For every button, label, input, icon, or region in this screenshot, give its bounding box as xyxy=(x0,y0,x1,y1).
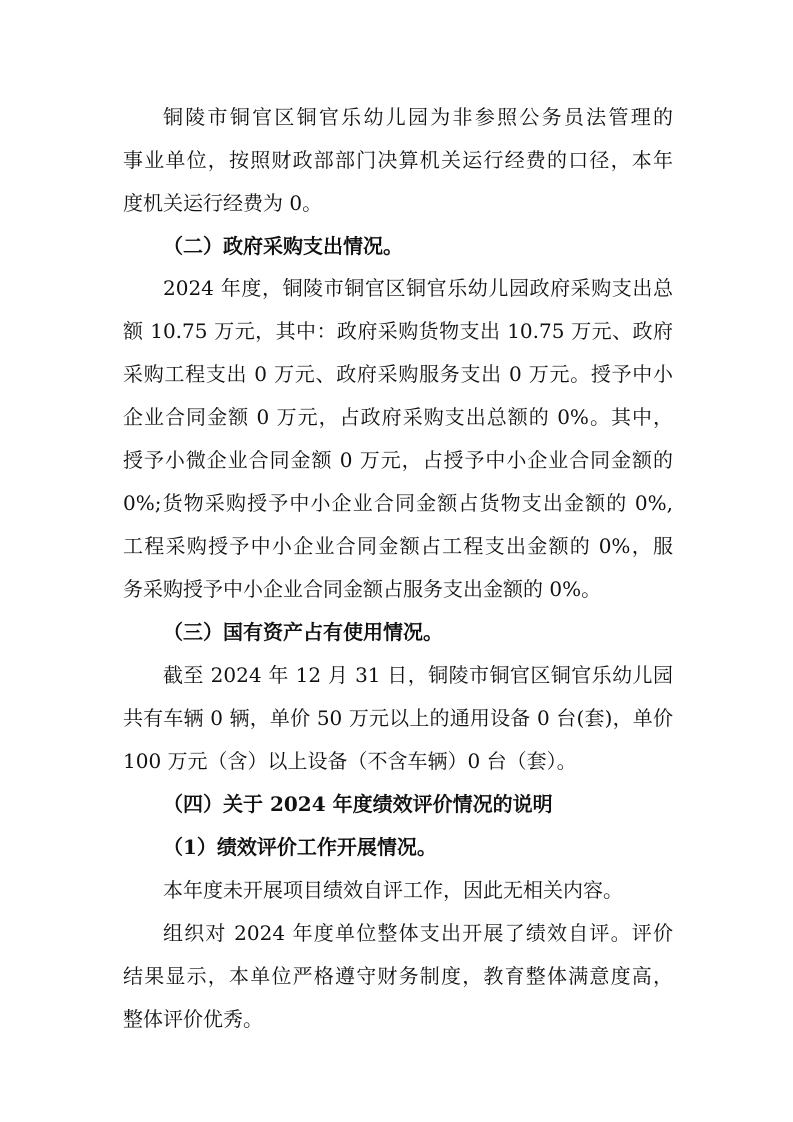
paragraph-line: 整体评价优秀。 xyxy=(123,1007,263,1031)
section-heading: （二）政府采购支出情况。 xyxy=(163,234,403,258)
paragraph-line: 共有车辆 0 辆，单价 50 万元以上的通用设备 0 台(套)，单价 xyxy=(123,706,673,730)
paragraph-line: 采购工程支出 0 万元、政府采购服务支出 0 万元。授予中小 xyxy=(123,362,673,386)
paragraph-line: 企业合同金额 0 万元，占政府采购支出总额的 0%。其中， xyxy=(123,405,673,429)
paragraph-line: 度机关运行经费为 0。 xyxy=(123,191,323,215)
paragraph-line: 截至 2024 年 12 月 31 日，铜陵市铜官区铜官乐幼儿园 xyxy=(163,663,673,687)
paragraph-line: 本年度未开展项目绩效自评工作，因此无相关内容。 xyxy=(163,878,623,902)
paragraph-line: 事业单位，按照财政部部门决算机关运行经费的口径，本年 xyxy=(123,148,673,172)
paragraph-line: 组织对 2024 年度单位整体支出开展了绩效自评。评价 xyxy=(163,921,673,945)
paragraph-line: 务采购授予中小企业合同金额占服务支出金额的 0%。 xyxy=(123,577,602,601)
paragraph-line: 授予小微企业合同金额 0 万元，占授予中小企业合同金额的 xyxy=(123,448,673,472)
paragraph-line: 结果显示，本单位严格遵守财务制度，教育整体满意度高， xyxy=(123,964,673,988)
paragraph-line: 额 10.75 万元，其中：政府采购货物支出 10.75 万元、政府 xyxy=(123,319,673,343)
paragraph-line: 100 万元（含）以上设备（不含车辆）0 台（套）。 xyxy=(123,749,577,773)
paragraph-line: 工程采购授予中小企业合同金额占工程支出金额的 0%，服 xyxy=(123,534,673,558)
paragraph-line: 铜陵市铜官区铜官乐幼儿园为非参照公务员法管理的 xyxy=(163,105,673,129)
paragraph-line: 0%;货物采购授予中小企业合同金额占货物支出金额的 0%, xyxy=(123,491,673,515)
section-heading: （三）国有资产占有使用情况。 xyxy=(163,620,443,644)
subsection-heading: （1）绩效评价工作开展情况。 xyxy=(163,835,437,859)
section-heading: （四）关于 2024 年度绩效评价情况的说明 xyxy=(163,792,553,816)
paragraph-line: 2024 年度，铜陵市铜官区铜官乐幼儿园政府采购支出总 xyxy=(163,276,673,300)
